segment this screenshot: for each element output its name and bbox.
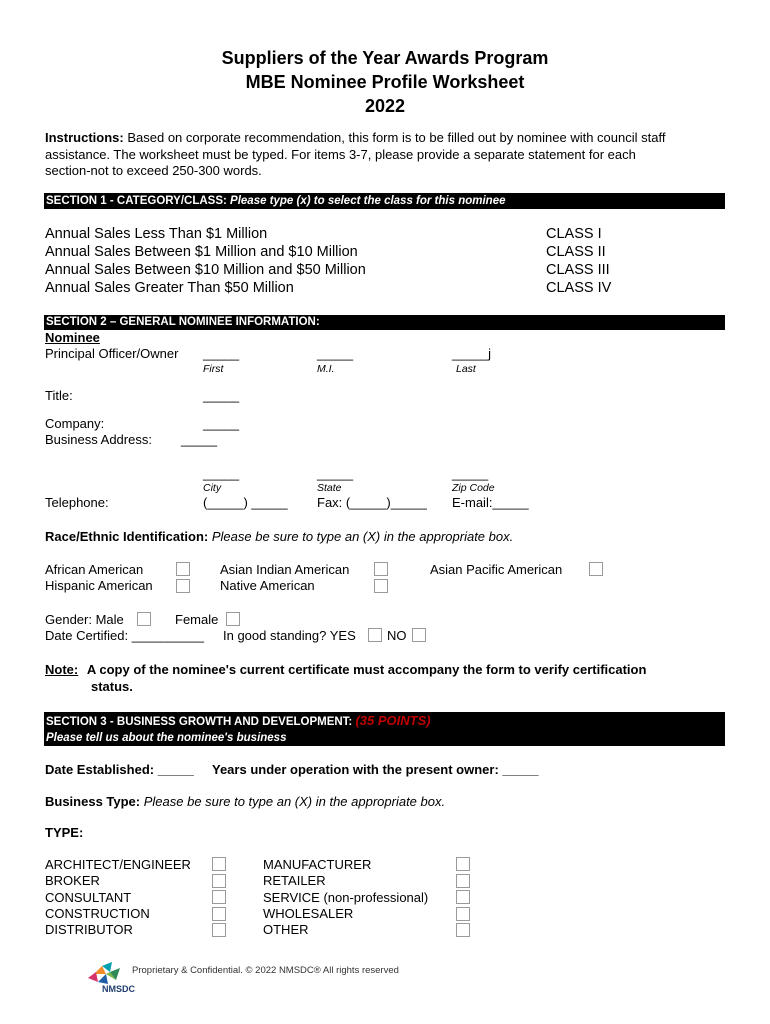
class-4-label: CLASS IV (546, 280, 612, 296)
company-field[interactable]: _____ (203, 416, 240, 431)
checkbox-female[interactable] (226, 612, 240, 626)
type-manufacturer: MANUFACTURER (263, 857, 372, 872)
nmsdc-logo (84, 960, 135, 996)
business-address-field[interactable]: _____ (181, 432, 218, 447)
principal-officer-label: Principal Officer/Owner (45, 346, 179, 361)
telephone-field[interactable]: (_____) _____ (203, 495, 288, 510)
zip-caption: Zip Code (452, 482, 495, 494)
note-line-2: status. (91, 679, 133, 694)
checkbox-construction[interactable] (212, 907, 226, 921)
nmsdc-logo-text: NMSDC (102, 984, 135, 994)
class-1-label: CLASS I (546, 226, 602, 242)
sales-row-1-label: Annual Sales Less Than $1 Million (45, 226, 268, 242)
instructions-text-1: Based on corporate recommendation, this form is to be filled out by nominee with council staff (127, 130, 666, 145)
good-standing-label: In good standing? YES (223, 628, 356, 643)
type-service: SERVICE (non-professional) (263, 890, 429, 905)
checkbox-manufacturer[interactable] (456, 857, 470, 871)
first-caption: First (203, 363, 224, 375)
company-label: Company: (45, 416, 105, 431)
checkbox-african-american[interactable] (176, 562, 190, 576)
checkbox-architect-engineer[interactable] (212, 857, 226, 871)
email-field[interactable]: E-mail:_____ (452, 495, 529, 510)
last-name-field[interactable]: _____j (452, 346, 492, 361)
race-ethnic-instruction: Please be sure to type an (X) in the appropriate box. (211, 529, 514, 544)
business-type-line (45, 794, 445, 809)
mi-field[interactable]: _____ (317, 346, 354, 361)
section-2-title: SECTION 2 – GENERAL NOMINEE INFORMATION: (46, 316, 320, 328)
instructions-label: Instructions: (45, 130, 124, 145)
title-line-1: Suppliers of the Year Awards Program (221, 48, 549, 68)
years-under-operation-field[interactable]: Years under operation with the present owner: _____ (212, 762, 539, 777)
nmsdc-logo-mark-icon (84, 960, 130, 986)
race-ethnic-label: Race/Ethnic Identification: (45, 529, 209, 544)
type-retailer: RETAILER (263, 873, 326, 888)
checkbox-asian-pacific-american[interactable] (589, 562, 603, 576)
telephone-label: Telephone: (45, 495, 109, 510)
date-certified-field[interactable]: Date Certified: __________ (45, 628, 205, 643)
type-broker: BROKER (45, 873, 100, 888)
footer-text: Proprietary & Confidential. © 2022 NMSDC® All rights reserved (132, 965, 399, 976)
class-3-label: CLASS III (546, 262, 610, 278)
city-caption: City (203, 482, 222, 494)
race-option-african-american: African American (45, 562, 144, 577)
section-3-points: (35 POINTS) (355, 713, 431, 728)
mi-caption: M.I. (317, 363, 335, 375)
instructions-line-1 (45, 130, 665, 145)
checkbox-retailer[interactable] (456, 874, 470, 888)
checkbox-hispanic-american[interactable] (176, 579, 190, 593)
business-type-label: Business Type: (45, 794, 141, 809)
gender-male-label: Gender: Male (45, 612, 124, 627)
nominee-heading: Nominee (45, 330, 100, 345)
type-consultant: CONSULTANT (45, 890, 132, 905)
sales-row-4-label: Annual Sales Greater Than $50 Million (45, 280, 294, 296)
section-1-subtitle: Please type (x) to select the class for this nominee (230, 195, 506, 207)
last-caption: Last (456, 363, 476, 375)
checkbox-native-american[interactable] (374, 579, 388, 593)
checkbox-service[interactable] (456, 890, 470, 904)
fax-field[interactable]: Fax: (_____)_____ (317, 495, 427, 510)
type-construction: CONSTRUCTION (45, 906, 150, 921)
no-label: NO (387, 628, 407, 643)
instructions-line-2: assistance. The worksheet must be typed. For items 3-7, please provide a separate statement for each (45, 147, 636, 162)
business-address-label: Business Address: (45, 432, 152, 447)
checkbox-consultant[interactable] (212, 890, 226, 904)
section-3-header (44, 712, 725, 746)
note-line-1 (45, 662, 646, 677)
title-field[interactable]: _____ (203, 388, 240, 403)
race-option-asian-indian-american: Asian Indian American (220, 562, 350, 577)
sales-row-2-label: Annual Sales Between $1 Million and $10 Million (45, 244, 358, 260)
checkbox-distributor[interactable] (212, 923, 226, 937)
checkbox-other[interactable] (456, 923, 470, 937)
checkbox-yes[interactable] (368, 628, 382, 642)
section-1-title: SECTION 1 - CATEGORY/CLASS: (46, 195, 227, 207)
race-option-hispanic-american: Hispanic American (45, 578, 153, 593)
state-caption: State (317, 482, 342, 494)
date-established-field[interactable]: Date Established: _____ (45, 762, 194, 777)
class-2-label: CLASS II (546, 244, 606, 260)
section-1-header (44, 193, 725, 209)
state-field[interactable]: _____ (317, 466, 354, 481)
race-ethnic-line (45, 529, 513, 544)
checkbox-broker[interactable] (212, 874, 226, 888)
note-label: Note: (45, 662, 79, 677)
instructions-line-3: section-not to exceed 250-300 words. (45, 163, 262, 178)
first-name-field[interactable]: _____ (203, 346, 240, 361)
gender-female-label: Female (175, 612, 219, 627)
business-type-instruction: Please be sure to type an (X) in the appropriate box. (143, 794, 446, 809)
section-2-header (44, 315, 725, 330)
race-option-asian-pacific-american: Asian Pacific American (430, 562, 563, 577)
zip-field[interactable]: _____ (452, 466, 489, 481)
type-distributor: DISTRIBUTOR (45, 922, 133, 937)
type-other: OTHER (263, 922, 309, 937)
note-text-1: A copy of the nominee's current certificate must accompany the form to verify certification (86, 662, 647, 677)
race-option-native-american: Native American (220, 578, 315, 593)
title-field-label: Title: (45, 388, 73, 403)
sales-row-3-label: Annual Sales Between $10 Million and $50 Million (45, 262, 366, 278)
section-3-title: SECTION 3 - BUSINESS GROWTH AND DEVELOPMENT: (46, 716, 353, 728)
title-line-3: 2022 (364, 96, 406, 116)
checkbox-male[interactable] (137, 612, 151, 626)
checkbox-asian-indian-american[interactable] (374, 562, 388, 576)
checkbox-no[interactable] (412, 628, 426, 642)
type-architect-engineer: ARCHITECT/ENGINEER (45, 857, 191, 872)
checkbox-wholesaler[interactable] (456, 907, 470, 921)
type-heading: TYPE: (45, 825, 84, 840)
section-3-subtitle: Please tell us about the nominee's business (46, 732, 287, 744)
city-field[interactable]: _____ (203, 466, 240, 481)
type-wholesaler: WHOLESALER (263, 906, 354, 921)
title-line-2: MBE Nominee Profile Worksheet (245, 72, 525, 92)
